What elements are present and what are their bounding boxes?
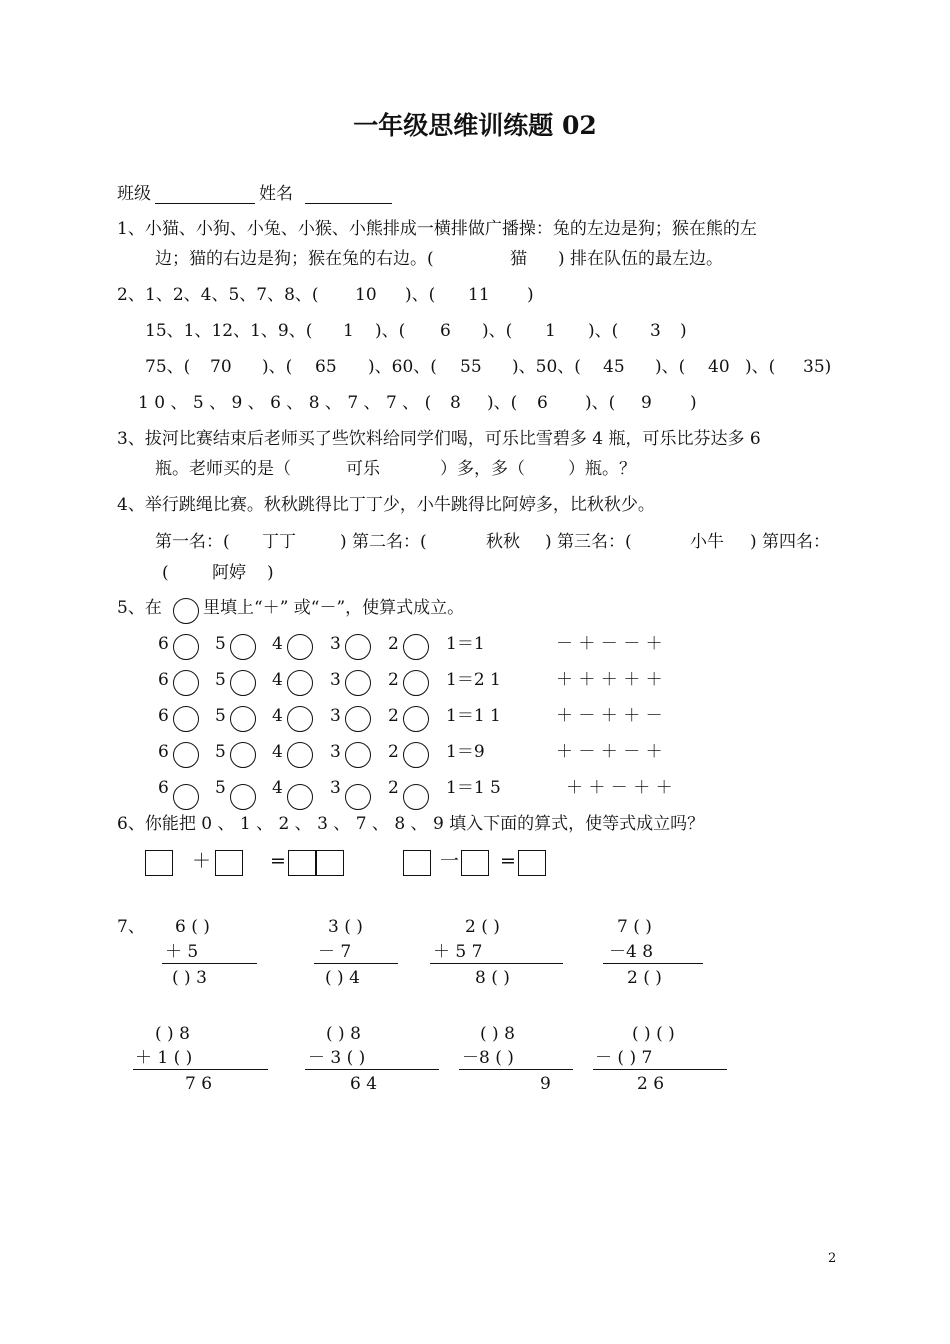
- q3-line2-pre: 瓶。老师买的是（: [155, 459, 291, 479]
- q4-second-label: ) 第二名：(: [340, 532, 427, 552]
- q2-r3-g: )、50、(: [512, 357, 581, 377]
- q4-fourth-label: ) 第四名：: [750, 532, 831, 552]
- q7-r1-p3-top: 2 ( ): [465, 917, 500, 937]
- q7-r1-p1-top: 6 ( ): [175, 917, 210, 937]
- q3-line2-post: ）瓶。？: [568, 459, 636, 479]
- q7-r1-p2-bot: ( ) 4: [325, 968, 360, 988]
- q5-operator-circle[interactable]: [287, 670, 313, 696]
- q5-result: 1＝9: [446, 742, 485, 762]
- q7-label: 7、: [117, 917, 145, 937]
- q5-number: 5: [215, 670, 226, 690]
- q5-number: 5: [215, 634, 226, 654]
- q2-r4-b: 8: [450, 393, 461, 413]
- q1-answer: 猫: [510, 249, 527, 269]
- q2-r4-f: 9: [641, 393, 652, 413]
- q7-r2-p1-line: [133, 1069, 268, 1070]
- q2-r2-a: 15、1、12、1、9、(: [145, 321, 313, 341]
- q7-r1-p3-mid: ＋ 5 7: [433, 942, 483, 962]
- class-label: 班级: [117, 184, 151, 204]
- q5-number: 4: [272, 670, 283, 690]
- q5-prefix: 5、在: [117, 598, 162, 618]
- q5-result: 1＝2 1: [446, 670, 501, 690]
- q3-answer: 可乐: [346, 459, 380, 479]
- q5-operator-circle[interactable]: [230, 742, 256, 768]
- q6-box[interactable]: [518, 850, 546, 876]
- q4-third-label: ) 第三名：(: [545, 532, 632, 552]
- q2-r3-j: 40: [708, 357, 730, 377]
- q5-number: 4: [272, 634, 283, 654]
- q7-r1-p3-line: [430, 963, 563, 964]
- q2-r3-d: 65: [315, 357, 337, 377]
- q3-line2-mid: ）多，多（: [440, 459, 525, 479]
- q2-r3-h: 45: [603, 357, 625, 377]
- q7-r2-p2-bot: 6 4: [350, 1074, 378, 1094]
- q7-r1-p4-bot: 2 ( ): [627, 968, 662, 988]
- q5-number: 2: [388, 706, 399, 726]
- q7-r1-p1-line: [162, 963, 257, 964]
- q2-r4-d: 6: [537, 393, 548, 413]
- q5-operator-circle[interactable]: [403, 784, 429, 810]
- q5-answer: ＋ ＋ － ＋ ＋: [566, 778, 673, 798]
- q5-number: 6: [158, 634, 169, 654]
- q5-number: 3: [330, 634, 341, 654]
- q5-number: 6: [158, 742, 169, 762]
- q2-r1-b: 10: [355, 285, 377, 305]
- q2-r1-e: ): [527, 285, 534, 305]
- q5-number: 6: [158, 778, 169, 798]
- q7-r1-p3-bot: 8 ( ): [475, 968, 510, 988]
- q2-r2-c: )、(: [375, 321, 406, 341]
- q7-r2-p4-line: [593, 1069, 727, 1070]
- q4-line1: 4、举行跳绳比赛。秋秋跳得比丁丁少，小牛跳得比阿婷多，比秋秋少。: [117, 495, 655, 515]
- q7-r2-p3-mid: －8 ( ): [462, 1048, 514, 1068]
- q5-operator-circle[interactable]: [345, 742, 371, 768]
- q7-r2-p2-top: ( ) 8: [326, 1024, 361, 1044]
- q6-box[interactable]: [288, 850, 316, 876]
- q2-r4-g: ): [690, 393, 697, 413]
- q2-r3-k: )、(: [745, 357, 776, 377]
- q5-operator-circle[interactable]: [230, 670, 256, 696]
- q7-r2-p1-top: ( ) 8: [155, 1024, 190, 1044]
- q6-box[interactable]: [316, 850, 344, 876]
- q5-number: 6: [158, 706, 169, 726]
- q2-r4-c: )、(: [487, 393, 518, 413]
- q7-r1-p4-mid: －4 8: [609, 942, 654, 962]
- q5-operator-circle[interactable]: [345, 670, 371, 696]
- q2-r2-f: 1: [545, 321, 556, 341]
- q2-r3-l: 35): [803, 357, 832, 377]
- q4-fourth: 阿婷: [212, 563, 246, 583]
- q2-r3-a: 75、(: [145, 357, 191, 377]
- q5-number: 3: [330, 742, 341, 762]
- q5-operator-circle[interactable]: [230, 784, 256, 810]
- q2-r2-b: 1: [343, 321, 354, 341]
- q5-number: 4: [272, 706, 283, 726]
- class-blank: [155, 203, 255, 204]
- q2-r4-a: 1 0 、 5 、 9 、 6 、 8 、 7 、 7 、 (: [138, 393, 432, 413]
- q4-fourth-open: (: [162, 563, 169, 583]
- q5-operator-circle[interactable]: [345, 706, 371, 732]
- q5-operator-circle[interactable]: [173, 784, 199, 810]
- q5-number: 4: [272, 778, 283, 798]
- q5-answer: － ＋ － － ＋: [556, 634, 663, 654]
- q5-operator-circle[interactable]: [403, 742, 429, 768]
- q2-r2-h: 3: [650, 321, 661, 341]
- q2-r1-d: 11: [468, 285, 490, 305]
- q5-answer: ＋ － ＋ － ＋: [556, 742, 663, 762]
- q4-third: 小牛: [690, 532, 724, 552]
- q5-result: 1＝1 5: [446, 778, 501, 798]
- q5-example-circle: [173, 598, 199, 624]
- q6-minus: 一: [440, 850, 460, 872]
- page-number: 2: [828, 1251, 837, 1266]
- q5-operator-circle[interactable]: [287, 634, 313, 660]
- q7-r1-p2-mid: － 7: [318, 942, 352, 962]
- q7-r2-p3-line: [459, 1069, 573, 1070]
- q6-box[interactable]: [145, 850, 173, 876]
- q5-operator-circle[interactable]: [173, 742, 199, 768]
- q5-operator-circle[interactable]: [287, 784, 313, 810]
- q2-r2-i: ): [680, 321, 687, 341]
- q2-r1-a: 1、2、4、5、7、8、(: [145, 285, 319, 305]
- q4-first-label: 第一名：(: [155, 532, 230, 552]
- name-blank: [305, 203, 392, 204]
- q7-r2-p4-top: ( ) ( ): [632, 1024, 675, 1044]
- q6-equals: =: [500, 850, 516, 872]
- q5-number: 4: [272, 742, 283, 762]
- q2-r3-e: )、60、(: [368, 357, 437, 377]
- q5-operator-circle[interactable]: [173, 706, 199, 732]
- q5-operator-circle[interactable]: [230, 706, 256, 732]
- q7-r2-p3-top: ( ) 8: [480, 1024, 515, 1044]
- q5-number: 2: [388, 778, 399, 798]
- q4-second: 秋秋: [486, 532, 520, 552]
- q6-equals: =: [270, 850, 286, 872]
- q5-suffix: 里填上“＋” 或“－”，使算式成立。: [203, 598, 465, 618]
- q5-number: 3: [330, 778, 341, 798]
- q7-r2-p3-bot: 9: [540, 1074, 551, 1094]
- q4-first: 丁丁: [262, 532, 296, 552]
- q2-r1-c: )、(: [405, 285, 436, 305]
- q7-r2-p1-mid: ＋ 1 ( ): [135, 1048, 193, 1068]
- q5-operator-circle[interactable]: [403, 670, 429, 696]
- q5-operator-circle[interactable]: [230, 634, 256, 660]
- q5-number: 2: [388, 634, 399, 654]
- q5-number: 3: [330, 706, 341, 726]
- q7-r1-p4-line: [603, 963, 703, 964]
- q2-r3-f: 55: [460, 357, 482, 377]
- q1-line1: 1、小猫、小狗、小兔、小猴、小熊排成一横排做广播操：兔的左边是狗；猴在熊的左: [117, 219, 757, 239]
- q5-number: 5: [215, 742, 226, 762]
- q5-answer: ＋ － ＋ ＋ －: [556, 706, 663, 726]
- q3-line1: 3、拔河比赛结束后老师买了些饮料给同学们喝，可乐比雪碧多 4 瓶，可乐比芬达多 6: [117, 429, 761, 449]
- q7-r1-p2-top: 3 ( ): [328, 917, 363, 937]
- q5-operator-circle[interactable]: [403, 706, 429, 732]
- q5-number: 2: [388, 670, 399, 690]
- q5-number: 3: [330, 670, 341, 690]
- q6-box[interactable]: [215, 850, 243, 876]
- q5-operator-circle[interactable]: [287, 742, 313, 768]
- q2-r3-c: )、(: [262, 357, 293, 377]
- q5-number: 2: [388, 742, 399, 762]
- q7-r1-p1-mid: ＋ 5: [165, 942, 199, 962]
- q5-number: 6: [158, 670, 169, 690]
- q6-plus: ＋: [192, 850, 212, 872]
- q6-box[interactable]: [403, 850, 431, 876]
- q5-number: 5: [215, 778, 226, 798]
- q7-r2-p2-line: [305, 1069, 439, 1070]
- q7-r1-p1-bot: ( ) 3: [172, 968, 207, 988]
- q7-r2-p4-bot: 2 6: [637, 1074, 665, 1094]
- q5-number: 5: [215, 706, 226, 726]
- page-title: 一年级思维训练题 02: [353, 111, 597, 140]
- q2-r3-b: 70: [210, 357, 232, 377]
- q2-label: 2、: [117, 285, 145, 305]
- q5-operator-circle[interactable]: [403, 634, 429, 660]
- q2-r3-i: )、(: [655, 357, 686, 377]
- q5-result: 1＝1: [446, 634, 485, 654]
- q5-operator-circle[interactable]: [173, 670, 199, 696]
- q7-r1-p4-top: 7 ( ): [617, 917, 652, 937]
- q2-r2-e: )、(: [482, 321, 513, 341]
- q7-r1-p2-line: [314, 963, 398, 964]
- q5-operator-circle[interactable]: [287, 706, 313, 732]
- q1-line2-pre: 边；猫的右边是狗；猴在兔的右边。(: [155, 249, 434, 269]
- q7-r2-p4-mid: － ( ) 7: [595, 1048, 653, 1068]
- q5-result: 1＝1 1: [446, 706, 501, 726]
- q2-r2-g: )、(: [588, 321, 619, 341]
- q1-line2-post: ) 排在队伍的最左边。: [558, 249, 724, 269]
- q2-r2-d: 6: [440, 321, 451, 341]
- q4-fourth-close: ): [267, 563, 274, 583]
- q7-r2-p2-mid: － 3 ( ): [308, 1048, 366, 1068]
- q5-operator-circle[interactable]: [173, 634, 199, 660]
- q2-r4-e: )、(: [585, 393, 616, 413]
- q5-answer: ＋ ＋ ＋ ＋ ＋: [556, 670, 663, 690]
- q6-box[interactable]: [461, 850, 489, 876]
- q6-text: 6、你能把 0 、 1 、 2 、 3 、 7 、 8 、 9 填入下面的算式，使等式成立吗？: [117, 814, 705, 834]
- q5-operator-circle[interactable]: [345, 784, 371, 810]
- q5-operator-circle[interactable]: [345, 634, 371, 660]
- q7-r2-p1-bot: 7 6: [185, 1074, 213, 1094]
- name-label: 姓名: [259, 184, 293, 204]
